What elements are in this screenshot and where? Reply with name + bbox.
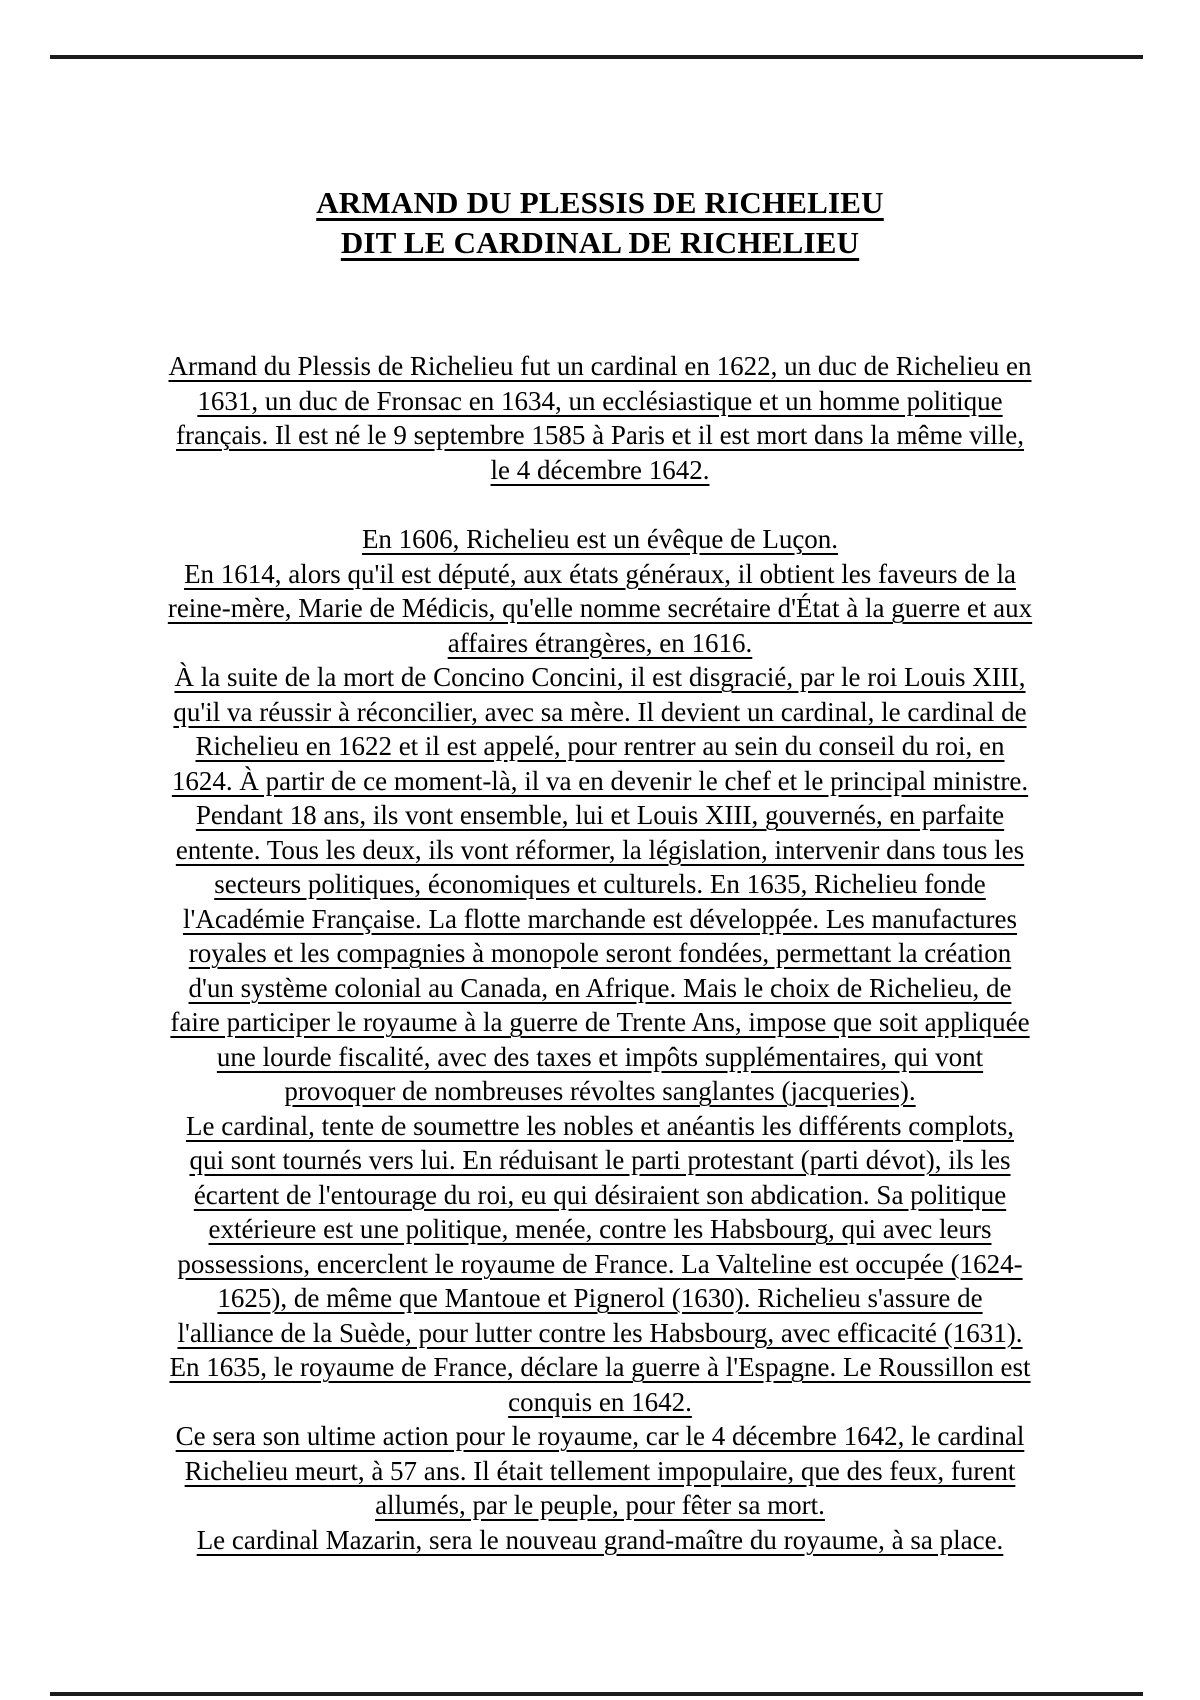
- text-line: l'Académie Française. La flotte marchande est développée. Les manufactures: [183, 903, 1017, 934]
- text-line: le 4 décembre 1642.: [490, 454, 710, 485]
- text-line: 1631, un duc de Fronsac en 1634, un ecclésiastique et un homme politique: [197, 385, 1003, 416]
- text-line: conquis en 1642.: [508, 1386, 692, 1417]
- text-line: Armand du Plessis de Richelieu fut un cardinal en 1622, un duc de Richelieu en: [168, 351, 1032, 381]
- paragraph: [70, 522, 1130, 1557]
- text-line: écartent de l'entourage du roi, eu qui désiraient son abdication. Sa politique: [193, 1179, 1007, 1210]
- text-line: qu'il va réussir à réconcilier, avec sa mère. Il devient un cardinal, le cardinal de: [173, 696, 1027, 727]
- document-content: [70, 183, 1130, 1557]
- text-line: affaires étrangères, en 1616.: [447, 627, 753, 658]
- text-line: Richelieu en 1622 et il est appelé, pour rentrer au sein du conseil du roi, en: [195, 731, 1005, 761]
- text-line: 1624. À partir de ce moment-là, il va en devenir le chef et le principal ministre.: [171, 765, 1029, 796]
- top-horizontal-rule: [50, 55, 1143, 59]
- text-line: français. Il est né le 9 septembre 1585 à Paris et il est mort dans la même ville,: [176, 420, 1024, 450]
- text-line: 1625), de même que Mantoue et Pignerol (1630). Richelieu s'assure de: [217, 1283, 983, 1313]
- text-line: une lourde fiscalité, avec des taxes et impôts supplémentaires, qui vont: [216, 1041, 984, 1072]
- text-line: Ce sera son ultime action pour le royaume, car le 4 décembre 1642, le cardinal: [175, 1421, 1025, 1451]
- text-line: royales et les compagnies à monopole seront fondées, permettant la création: [188, 938, 1012, 968]
- bottom-horizontal-rule: [50, 1692, 1143, 1696]
- title-line-1: ARMAND DU PLESSIS DE RICHELIEU: [316, 185, 884, 220]
- text-line: Le cardinal, tente de soumettre les nobles et anéantis les différents complots,: [186, 1110, 1014, 1141]
- text-line: possessions, encerclent le royaume de France. La Valteline est occupée (1624-: [177, 1248, 1023, 1279]
- text-line: Pendant 18 ans, ils vont ensemble, lui et Louis XIII, gouvernés, en parfaite: [195, 800, 1005, 830]
- text-line: allumés, par le peuple, pour fêter sa mort.: [375, 1490, 825, 1520]
- title-line-2: DIT LE CARDINAL DE RICHELIEU: [340, 225, 860, 260]
- text-line: En 1614, alors qu'il est député, aux états généraux, il obtient les faveurs de la: [184, 558, 1016, 589]
- text-line: Le cardinal Mazarin, sera le nouveau grand-maître du royaume, à sa place.: [196, 1524, 1004, 1555]
- text-line: Richelieu meurt, à 57 ans. Il était tellement impopulaire, que des feux, furent: [184, 1455, 1016, 1486]
- text-line: faire participer le royaume à la guerre de Trente Ans, impose que soit appliquée: [170, 1007, 1030, 1037]
- text-line: entente. Tous les deux, ils vont réformer, la législation, intervenir dans tous les: [175, 834, 1025, 865]
- text-line: d'un système colonial au Canada, en Afrique. Mais le choix de Richelieu, de: [188, 972, 1012, 1003]
- document-title: [70, 183, 1130, 263]
- text-line: reine-mère, Marie de Médicis, qu'elle nomme secrétaire d'État à la guerre et aux: [167, 593, 1033, 623]
- paragraph: [70, 349, 1130, 487]
- text-line: provoquer de nombreuses révoltes sanglantes (jacqueries).: [284, 1076, 916, 1106]
- text-line: En 1606, Richelieu est un évêque de Luçon.: [361, 524, 839, 554]
- text-line: qui sont tournés vers lui. En réduisant le parti protestant (parti dévot), ils les: [189, 1145, 1011, 1175]
- text-line: l'alliance de la Suède, pour lutter contre les Habsbourg, avec efficacité (1631).: [177, 1317, 1023, 1348]
- text-line: secteurs politiques, économiques et culturels. En 1635, Richelieu fonde: [214, 869, 986, 899]
- paragraph-container: [70, 349, 1130, 1557]
- text-line: À la suite de la mort de Concino Concini, il est disgracié, par le roi Louis XIII,: [174, 662, 1026, 692]
- text-line: extérieure est une politique, menée, contre les Habsbourg, qui avec leurs: [208, 1214, 992, 1244]
- text-line: En 1635, le royaume de France, déclare la guerre à l'Espagne. Le Roussillon est: [169, 1352, 1031, 1382]
